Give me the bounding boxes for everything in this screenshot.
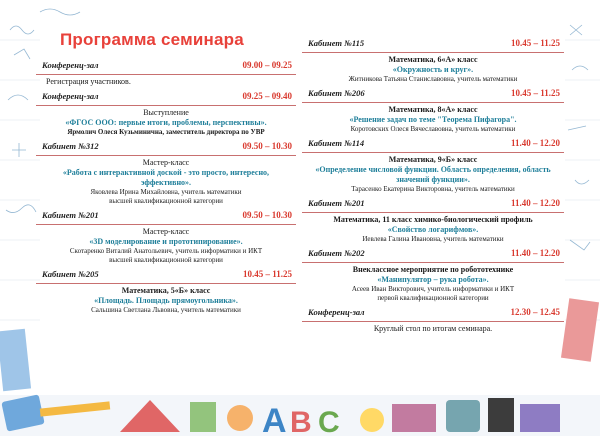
room-label: Кабинет №114 bbox=[308, 138, 365, 148]
schedule-item-line: «Работа с интерактивной доской - это просто, интересно, эффективно». bbox=[62, 168, 270, 187]
room-label: Кабинет №312 bbox=[42, 141, 99, 151]
schedule-item bbox=[302, 38, 564, 84]
time-range: 10.45 – 11.25 bbox=[242, 269, 292, 279]
schedule-item-line: «3D моделирование и прототипирование». bbox=[89, 237, 243, 246]
svg-text:B: B bbox=[290, 406, 312, 436]
schedule-item-line: первой квалификационной категории bbox=[377, 294, 489, 302]
time-range: 11.40 – 12.20 bbox=[510, 198, 560, 208]
schedule-item-body bbox=[302, 263, 564, 303]
schedule-item-header bbox=[302, 138, 564, 153]
schedule-item-line: Круглый стол по итогам семинара. bbox=[373, 324, 493, 333]
time-range: 09.50 – 10.30 bbox=[242, 141, 292, 151]
schedule-item-body bbox=[36, 106, 296, 137]
schedule-item-line: Тарасенко Екатерина Викторовна, учитель математики bbox=[351, 185, 515, 193]
room-label: Конференц-зал bbox=[308, 307, 365, 317]
schedule-item-line: Житникова Татьяна Станиславовна, учитель математики bbox=[348, 75, 518, 83]
schedule-item-line: Математика, 5«Б» класс bbox=[121, 286, 211, 295]
room-label: Кабинет №115 bbox=[308, 38, 365, 48]
schedule-item-line: Математика, 11 класс химико-биологический профиль bbox=[333, 215, 533, 224]
time-range: 11.40 – 12.20 bbox=[510, 138, 560, 148]
schedule-item-line: Выступление bbox=[143, 108, 189, 117]
schedule-item-line: «Решение задач по теме "Теорема Пифагора". bbox=[349, 115, 517, 124]
schedule-item-line: «Окружность и круг». bbox=[392, 65, 474, 74]
schedule-item bbox=[302, 88, 564, 134]
schedule-item-header bbox=[36, 269, 296, 284]
schedule-item-body bbox=[36, 75, 296, 87]
room-label: Кабинет №202 bbox=[308, 248, 365, 258]
schedule-item-body bbox=[302, 322, 564, 334]
room-label: Кабинет №205 bbox=[42, 269, 99, 279]
schedule-item bbox=[36, 91, 296, 137]
schedule-item-line: «ФГОС ООО: первые итоги, проблемы, перспективы». bbox=[65, 118, 267, 127]
schedule-item-header bbox=[36, 210, 296, 225]
schedule-item-line: «Определение числовой функции. Область определения, область значений функции». bbox=[315, 165, 551, 184]
schedule-item-body bbox=[36, 225, 296, 265]
left-schedule-column bbox=[36, 60, 296, 319]
room-label: Кабинет №201 bbox=[42, 210, 99, 220]
schedule-item bbox=[302, 198, 564, 244]
schedule-item-header bbox=[302, 88, 564, 103]
schedule-item-line: Регистрация участников. bbox=[46, 77, 131, 86]
schedule-item-header bbox=[302, 307, 564, 322]
time-range: 11.40 – 12.20 bbox=[510, 248, 560, 258]
schedule-item-body bbox=[36, 156, 296, 206]
schedule-item-body bbox=[302, 153, 564, 194]
schedule-item-line: Внеклассное мероприятие по робототехнике bbox=[352, 265, 514, 274]
time-range: 12.30 – 12.45 bbox=[510, 307, 560, 317]
schedule-item-line: Асеев Иван Викторович, учитель информатики и ИКТ bbox=[351, 285, 515, 293]
schedule-item-body bbox=[36, 284, 296, 315]
schedule-item-line: Математика, 8«А» класс bbox=[388, 105, 478, 114]
room-label: Кабинет №201 bbox=[308, 198, 365, 208]
schedule-item-header bbox=[36, 60, 296, 75]
schedule-item-line: Математика, 6«А» класс bbox=[388, 55, 478, 64]
schedule-item-line: Мастер-класс bbox=[142, 227, 190, 236]
time-range: 10.45 – 11.25 bbox=[510, 88, 560, 98]
schedule-item-header bbox=[302, 198, 564, 213]
schedule-item-line: Математика, 9«Б» класс bbox=[388, 155, 478, 164]
room-label: Конференц-зал bbox=[42, 60, 99, 70]
time-range: 10.45 – 11.25 bbox=[510, 38, 560, 48]
time-range: 09.50 – 10.30 bbox=[242, 210, 292, 220]
schedule-item-line: Ярмолич Олеся Кузьминична, заместитель директора по УВР bbox=[67, 128, 265, 136]
schedule-item bbox=[36, 269, 296, 315]
schedule-item-line: высшей квалификационной категории bbox=[109, 256, 223, 264]
schedule-item-line: Коротовских Олеся Вячеславовна, учитель математики bbox=[350, 125, 516, 133]
svg-text:C: C bbox=[318, 406, 340, 436]
schedule-item bbox=[36, 210, 296, 265]
schedule-item-body bbox=[302, 103, 564, 134]
page-title: Программа семинара bbox=[60, 30, 244, 49]
schedule-item-line: Сальшина Светлана Львовна, учитель математики bbox=[91, 306, 241, 314]
schedule-item bbox=[36, 141, 296, 206]
schedule-item-header bbox=[302, 248, 564, 263]
schedule-item-line: высшей квалификационной категории bbox=[109, 197, 223, 205]
room-label: Конференц-зал bbox=[42, 91, 99, 101]
right-schedule-column bbox=[302, 38, 564, 338]
schedule-item-line: «Манипулятор – рука робота». bbox=[377, 275, 489, 284]
schedule-item-body bbox=[302, 213, 564, 244]
schedule-item bbox=[302, 138, 564, 194]
schedule-item bbox=[302, 307, 564, 334]
schedule-item bbox=[302, 248, 564, 303]
schedule-item bbox=[36, 60, 296, 87]
schedule-item-body bbox=[302, 53, 564, 84]
schedule-item-line: Скотаренко Виталий Анатольевич, учитель информатики и ИКТ bbox=[69, 247, 263, 255]
schedule-item-line: «Площадь. Площадь прямоугольника». bbox=[94, 296, 238, 305]
schedule-item-line: Мастер-класс bbox=[142, 158, 190, 167]
schedule-item-header bbox=[36, 91, 296, 106]
time-range: 09.25 – 09.40 bbox=[242, 91, 292, 101]
svg-text:A: A bbox=[262, 402, 287, 436]
schedule-item-line: Яковлева Ирина Михайловна, учитель математики bbox=[90, 188, 242, 196]
time-range: 09.00 – 09.25 bbox=[242, 60, 292, 70]
room-label: Кабинет №206 bbox=[308, 88, 365, 98]
schedule-item-header bbox=[36, 141, 296, 156]
schedule-item-line: Иевлева Галина Ивановна, учитель математики bbox=[362, 235, 504, 243]
schedule-item-header bbox=[302, 38, 564, 53]
schedule-item-line: «Свойство логарифмов». bbox=[387, 225, 479, 234]
title-banner bbox=[60, 30, 244, 50]
